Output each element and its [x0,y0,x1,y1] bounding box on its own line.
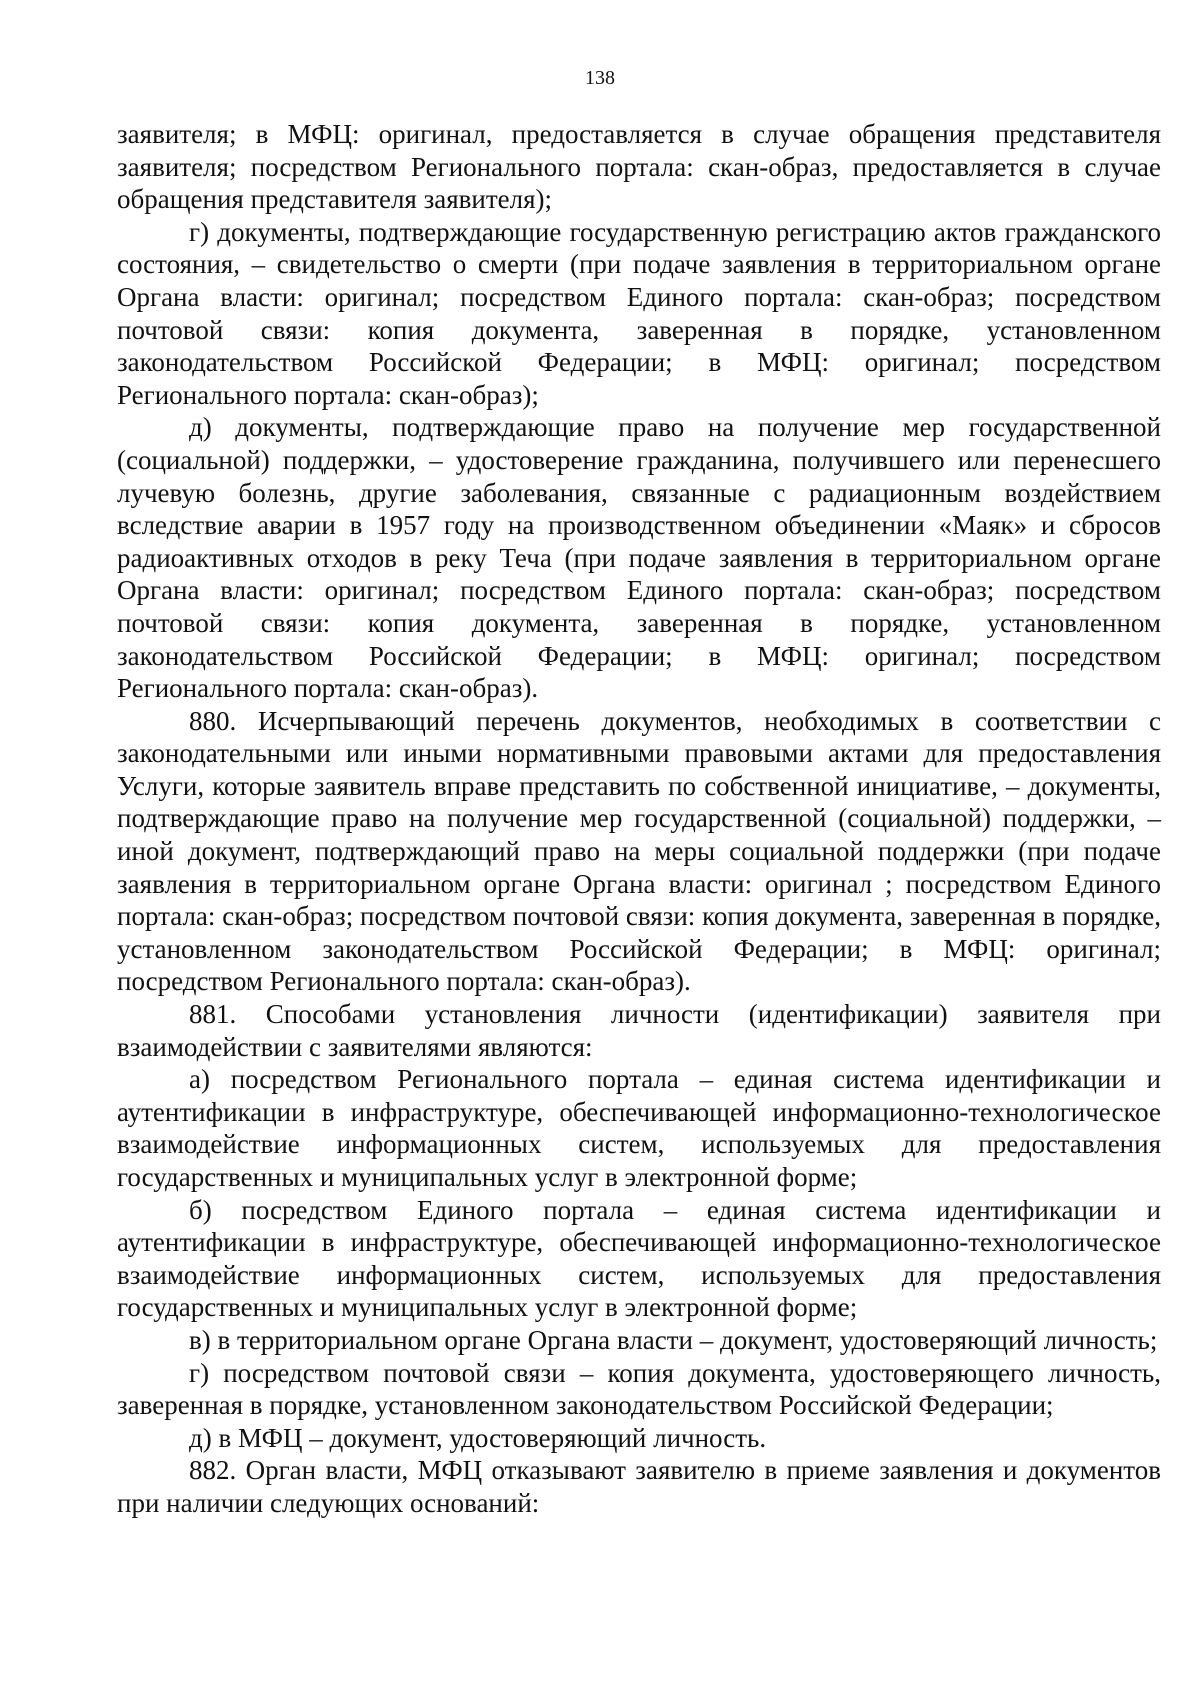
paragraph-item-g-civil-status: г) документы, подтверждающие государственную регистрацию актов гражданского состояния, – свидетельство о смерти (при подаче заявления в территориальном органе Органа власти: оригинал; посредством Единого портала: скан-образ; посредством почтовой связи: копия документа, заверенная в порядке, установленном законодательством Российской Федерации; в МФЦ: оригинал; посредством Регионального портала: скан-образ); [117,216,1161,410]
paragraph-881-item-b: б) посредством Единого портала – единая система идентификации и аутентификации в инфраструктуре, обеспечивающей информационно-технологическое взаимодействие информационных систем, используемых для предоставления государственных и муниципальных услуг в электронной форме; [117,1194,1161,1323]
paragraph-882: 882. Орган власти, МФЦ отказывают заявителю в приеме заявления и документов при наличии следующих оснований: [117,1455,1161,1518]
paragraph-881-item-a: а) посредством Регионального портала – единая система идентификации и аутентификации в инфраструктуре, обеспечивающей информационно-технологическое взаимодействие информационных систем, используемых для предоставления государственных и муниципальных услуг в электронной форме; [117,1064,1161,1192]
paragraph-880: 880. Исчерпывающий перечень документов, необходимых в соответствии с законодательными или иными нормативными правовыми актами для предоставления Услуги, которые заявитель вправе представить по собственной инициативе, – документы, подтверждающие право на получение мер государственной (социальной) поддержки, – иной документ, подтверждающий право на меры социальной поддержки (при подаче заявления в территориальном органе Органа власти: оригинал ; посредством Единого портала: скан-образ; посредством почтовой связи: копия документа, заверенная в порядке, установленном законодательством Российской Федерации; в МФЦ: оригинал; посредством Регионального портала: скан-образ). [117,705,1161,997]
paragraph-881-item-v: в) в территориальном органе Органа власти – документ, удостоверяющий личность; [189,1324,1158,1355]
paragraph-881-item-d: д) в МФЦ – документ, удостоверяющий личность. [189,1422,767,1453]
paragraph-881-item-g: г) посредством почтовой связи – копия документа, удостоверяющего личность, заверенная в порядке, установленном законодательством Российской Федерации; [117,1357,1161,1421]
paragraph-881: 881. Способами установления личности (идентификации) заявителя при взаимодействии с заявителями являются: [117,999,1161,1062]
page-number: 138 [585,67,615,89]
paragraph-continuation: заявителя; в МФЦ: оригинал, предоставляется в случае обращения представителя заявителя; посредством Регионального портала: скан-образ, предоставляется в случае обращения представителя заявителя); [117,119,1161,215]
document-body [117,118,1161,1520]
paragraph-item-d-social-support: д) документы, подтверждающие право на получение мер государственной (социальной) поддержки, – удостоверение гражданина, получившего или перенесшего лучевую болезнь, другие заболевания, связанные с радиационным воздействием вследствие аварии в 1957 году на производственном объединении «Маяк» и сбросов радиоактивных отходов в реку Теча (при подаче заявления в территориальном органе Органа власти: оригинал; посредством Единого портала: скан-образ; посредством почтовой связи: копия документа, заверенная в порядке, установленном законодательством Российской Федерации; в МФЦ: оригинал; посредством Регионального портала: скан-образ). [117,412,1161,704]
